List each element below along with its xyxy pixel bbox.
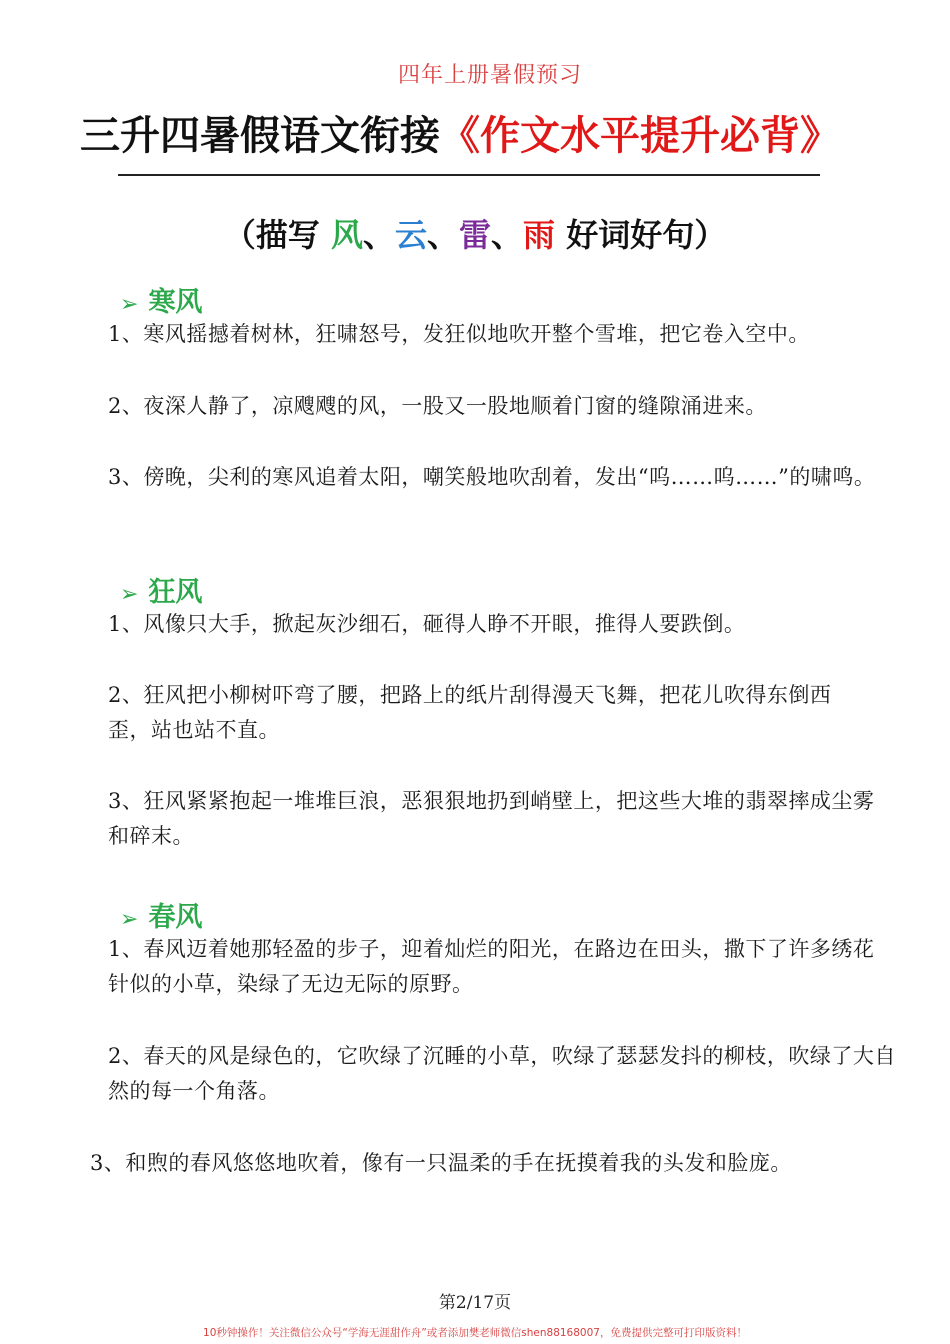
arrow-bullet-icon: ➢ bbox=[120, 582, 139, 607]
page-title bbox=[80, 104, 880, 161]
subtitle-yu: 雨 bbox=[523, 216, 556, 254]
subtitle-open: （描写 bbox=[223, 216, 331, 254]
section-heading-hanfeng bbox=[120, 280, 202, 319]
header-tag: 四年上册暑假预习 bbox=[397, 63, 582, 88]
title-highlight: 《作文水平提升必背》 bbox=[440, 113, 840, 159]
title-prefix: 三升四暑假语文衔接 bbox=[80, 113, 440, 159]
list-item: 2、春天的风是绿色的，它吹绿了沉睡的小草，吹绿了瑟瑟发抖的柳枝，吹绿了大自然的每一个角落。 bbox=[108, 1044, 896, 1103]
section-heading-chunfeng bbox=[120, 895, 202, 934]
list-item: 1、寒风摇撼着树林，狂啸怒号，发狂似地吹开整个雪堆，把它卷入空中。 bbox=[108, 322, 810, 346]
section-heading-label: 寒风 bbox=[148, 287, 203, 318]
footer-note: 10秒钟操作！关注微信公众号“学海无涯甜作舟”或者添加樊老师微信shen88168007，免费提供完整可打印版资料！ bbox=[203, 1327, 747, 1339]
list-item: 3、狂风紧紧抱起一堆堆巨浪，恶狠狠地扔到峭壁上，把这些大堆的翡翠摔成尘雾和碎末。 bbox=[108, 789, 875, 848]
list-item: 3、傍晚，尖利的寒风追着太阳，嘲笑般地吹刮着，发出“呜……呜……”的啸鸣。 bbox=[108, 465, 876, 489]
subtitle-yun: 云 bbox=[394, 216, 427, 254]
page-number: 第2/17页 bbox=[438, 1293, 512, 1313]
subtitle-sep: 、 bbox=[426, 216, 459, 254]
subtitle-sep: 、 bbox=[362, 216, 395, 254]
title-divider bbox=[118, 174, 820, 176]
section-heading-kuangfeng bbox=[120, 570, 202, 609]
section-heading-label: 狂风 bbox=[148, 577, 203, 608]
section-heading-label: 春风 bbox=[148, 902, 203, 933]
list-item: 3、和煦的春风悠悠地吹着，像有一只温柔的手在抚摸着我的头发和脸庞。 bbox=[90, 1151, 792, 1175]
list-item: 1、风像只大手，掀起灰沙细石，砸得人睁不开眼，推得人要跌倒。 bbox=[108, 612, 746, 636]
list-item: 2、狂风把小柳树吓弯了腰，把路上的纸片刮得漫天飞舞，把花儿吹得东倒西歪，站也站不直。 bbox=[108, 683, 832, 742]
subtitle bbox=[0, 210, 950, 256]
subtitle-lei: 雷 bbox=[459, 216, 492, 254]
list-item: 1、春风迈着她那轻盈的步子，迎着灿烂的阳光，在路边在田头，撒下了许多绣花针似的小草，染绿了无边无际的原野。 bbox=[108, 937, 875, 996]
subtitle-sep: 、 bbox=[491, 216, 524, 254]
subtitle-feng: 风 bbox=[330, 216, 363, 254]
list-item: 2、夜深人静了，凉飕飕的风，一股又一股地顺着门窗的缝隙涌进来。 bbox=[108, 394, 767, 418]
arrow-bullet-icon: ➢ bbox=[120, 907, 139, 932]
subtitle-close: 好词好句） bbox=[555, 216, 727, 254]
arrow-bullet-icon: ➢ bbox=[120, 292, 139, 317]
